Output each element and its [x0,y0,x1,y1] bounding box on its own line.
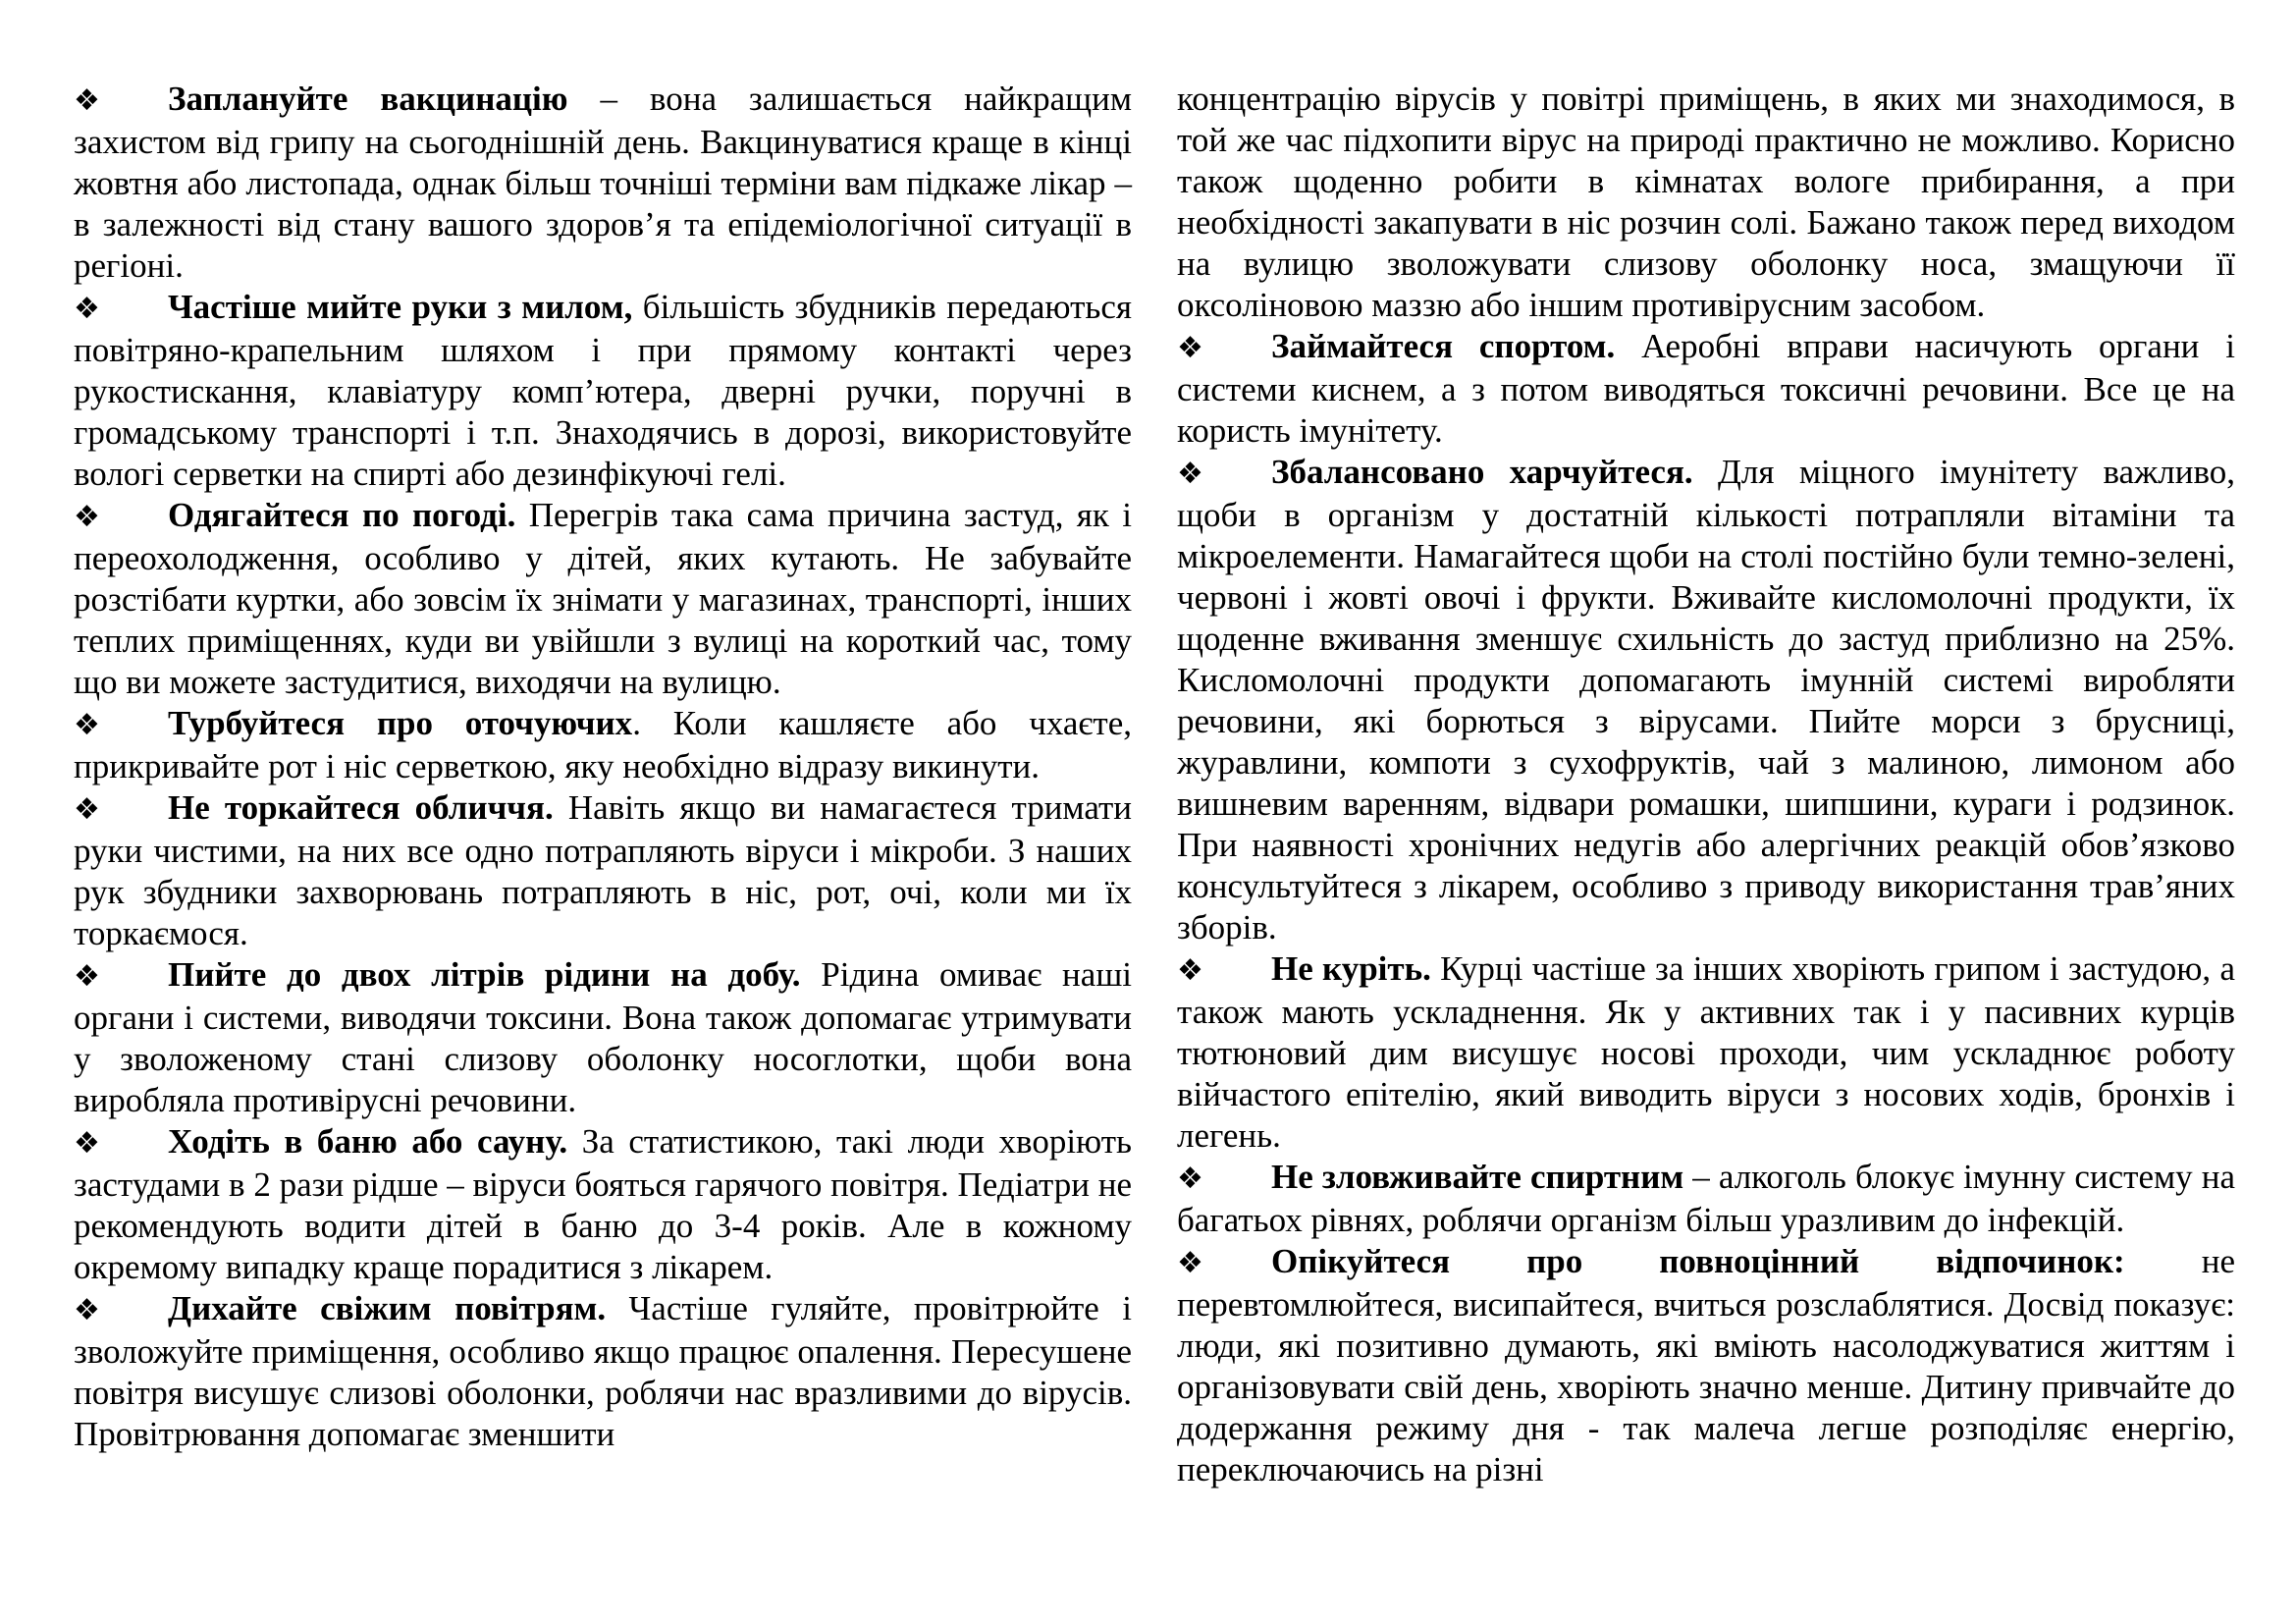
tip-paragraph-care-for-others [74,703,1132,787]
diamond-bullet-icon: ❖ [1177,1246,1203,1280]
tip-paragraph-wash-hands [74,287,1132,495]
tip-heading: Частіше мийте руки з милом, [168,288,633,326]
tip-heading: Одягайтеся по погоді. [168,496,516,534]
diamond-bullet-icon: ❖ [74,959,100,994]
tip-paragraph-dress-for-weather [74,495,1132,703]
tip-body-text: . Коли кашляєте або чхаєте, прикривайте рот і ніс серветкою, яку необхідно відразу викинути. [74,704,1132,785]
diamond-bullet-icon: ❖ [1177,457,1203,491]
diamond-bullet-icon: ❖ [1177,953,1203,988]
tip-paragraph-dont-touch-face [74,787,1132,954]
tip-heading: Опікуйтеся про повноцінний відпочинок: [1271,1242,2125,1280]
right-column [1177,79,2235,1490]
left-column [74,79,1132,1490]
tip-paragraph-balanced-diet [1177,452,2235,948]
tip-paragraph-sauna [74,1121,1132,1288]
tip-heading: Пийте до двох літрів рідини на добу. [168,955,801,994]
tip-body-text: концентрацію вірусів у повітрі приміщень, в яких ми знаходимося, в той же час підхопити вірус на природі практично не можливо. Корисно також щоденно робити в кімнатах вологе прибирання, а при необхідності закапувати в ніс розчин солі. Бажано також перед виходом на вулицю зволожувати слизову оболонку носа, змащуючи її оксоліновою маззю або іншим противірусним засобом. [1177,80,2235,324]
tip-body-text: – алкоголь блокує імунну систему на багатьох рівнях, роблячи організм більш уразливим до інфекцій. [1177,1158,2235,1239]
diamond-bullet-icon: ❖ [74,500,100,534]
tip-body-text: Для міцного імунітету важливо, щоби в організм у достатній кількості потрапляли вітаміни та мікроелементи. Намагайтеся щоби на столі постійно були темно-зелені, червоні і жовті овочі і фрукти. Вживайте кисломолочні продукти, їх щоденне вживання зменшує схильність до застуд приблизно на 25%. Кисломолочні продукти допомагають імунній системі виробляти речовини, які борються з вірусами. Пийте морси з брусниці, журавлини, компоти з сухофруктів, чай з малиною, лимоном або вишневим варенням, відвари ромашки, шипшини, кураги і родзинок. При наявності хронічних недугів або алергічних реакцій обов’язково консультуйтеся з лікарем, особливо з приводу використання трав’яних зборів. [1177,453,2236,947]
tip-body-text: більшість збудників передаються повітряно-крапельним шляхом і при прямому контакті через рукостискання, клавіатуру комп’ютера, дверні ручки, поручні в громадському транспорті і т.п. Знаходячись в дорозі, використовуйте вологі серветки на спирті або дезинфікуючі гелі. [74,288,1132,493]
tip-body-text: – вона залишається найкращим захистом від грипу на сьогоднішній день. Вакцинуватися краще в кінці жовтня або листопада, однак більш точніші терміни вам підкаже лікар – в залежності від стану вашого здоров’я та епідеміологічної ситуації в регіоні. [74,80,1132,285]
tip-heading: Не зловживайте спиртним [1271,1158,1684,1196]
tip-heading: Ходіть в баню або сауну. [168,1122,568,1161]
tip-paragraph-dont-smoke [1177,948,2235,1157]
two-column-layout [74,79,2235,1490]
continuation-text [1177,79,2235,326]
diamond-bullet-icon: ❖ [74,1293,100,1327]
tip-body-text: Курці частіше за інших хворіють грипом і застудою, а також мають ускладнення. Як у активних так і у пасивних курців тютюновий дим висушує носові проходи, чим ускладнює роботу війчастого епітелію, який виводить віруси з носових ходів, бронхів і легень. [1177,949,2235,1155]
tip-body-text: Частіше гуляйте, провітрюйте і зволожуйте приміщення, особливо якщо працює опалення. Пересушене повітря висушує слизові оболонки, роблячи нас вразливими до вірусів. Провітрювання допомагає зменшити [74,1289,1132,1453]
tip-body-text: не перевтомлюйтеся, висипайтеся, вчиться розслаблятися. Досвід показує: люди, які позитивно думають, які вміють насолоджуватися життям і організовувати свій день, хворіють значно менше. Дитину привчайте до додержання режиму дня - так малеча легше розподіляє енергію, переключаючись на різні [1177,1242,2235,1488]
tip-heading: Займайтеся спортом. [1271,327,1616,365]
tip-body-text: За статистикою, такі люди хворіють застудами в 2 рази рідше – віруси бояться гарячого повітря. Педіатри не рекомендують водити дітей в баню до 3-4 років. Але в кожному окремому випадку краще порадитися з лікарем. [74,1122,1132,1286]
tip-heading: Збалансовано харчуйтеся. [1271,453,1693,491]
tip-paragraph-proper-rest [1177,1241,2235,1490]
tip-paragraph-do-sports [1177,326,2235,452]
diamond-bullet-icon: ❖ [74,1126,100,1161]
tip-heading: Дихайте свіжим повітрям. [168,1289,607,1327]
tip-body-text: Рідина омиває наші органи і системи, виводячи токсини. Вона також допомагає утримувати у зволоженому стані слизову оболонку носоглотки, щоби вона виробляла противірусні речовини. [74,955,1132,1119]
tip-body-text: Аеробні вправи насичують органи і системи киснем, а з потом виводяться токсичні речовини. Все це на користь імунітету. [1177,327,2235,450]
tip-body-text: Перегрів така сама причина застуд, як і переохолодження, особливо у дітей, яких кутають. Не забувайте розстібати куртки, або зовсім їх знімати у магазинах, транспорті, інших теплих приміщеннях, куди ви увійшли з вулиці на короткий час, тому що ви можете застудитися, виходячи на вулицю. [74,496,1132,701]
diamond-bullet-icon: ❖ [1177,1162,1203,1196]
tip-heading: Турбуйтеся про оточуючих [168,704,633,742]
tip-paragraph-no-alcohol [1177,1157,2235,1241]
tip-paragraph-vaccination [74,79,1132,287]
tip-heading: Не куріть. [1271,949,1431,988]
diamond-bullet-icon: ❖ [74,792,100,827]
diamond-bullet-icon: ❖ [74,292,100,326]
diamond-bullet-icon: ❖ [74,708,100,742]
tip-body-text: Навіть якщо ви намагаєтеся тримати руки чистими, на них все одно потрапляють віруси і мікроби. З наших рук збудники захворювань потрапляють в ніс, рот, очі, коли ми їх торкаємося. [74,788,1132,952]
diamond-bullet-icon: ❖ [74,83,100,118]
diamond-bullet-icon: ❖ [1177,331,1203,365]
tip-heading: Не торкайтеся обличчя. [168,788,554,827]
tip-paragraph-fresh-air [74,1288,1132,1455]
tip-paragraph-drink-fluids [74,954,1132,1121]
tip-heading: Заплануйте вакцинацію [168,80,568,118]
